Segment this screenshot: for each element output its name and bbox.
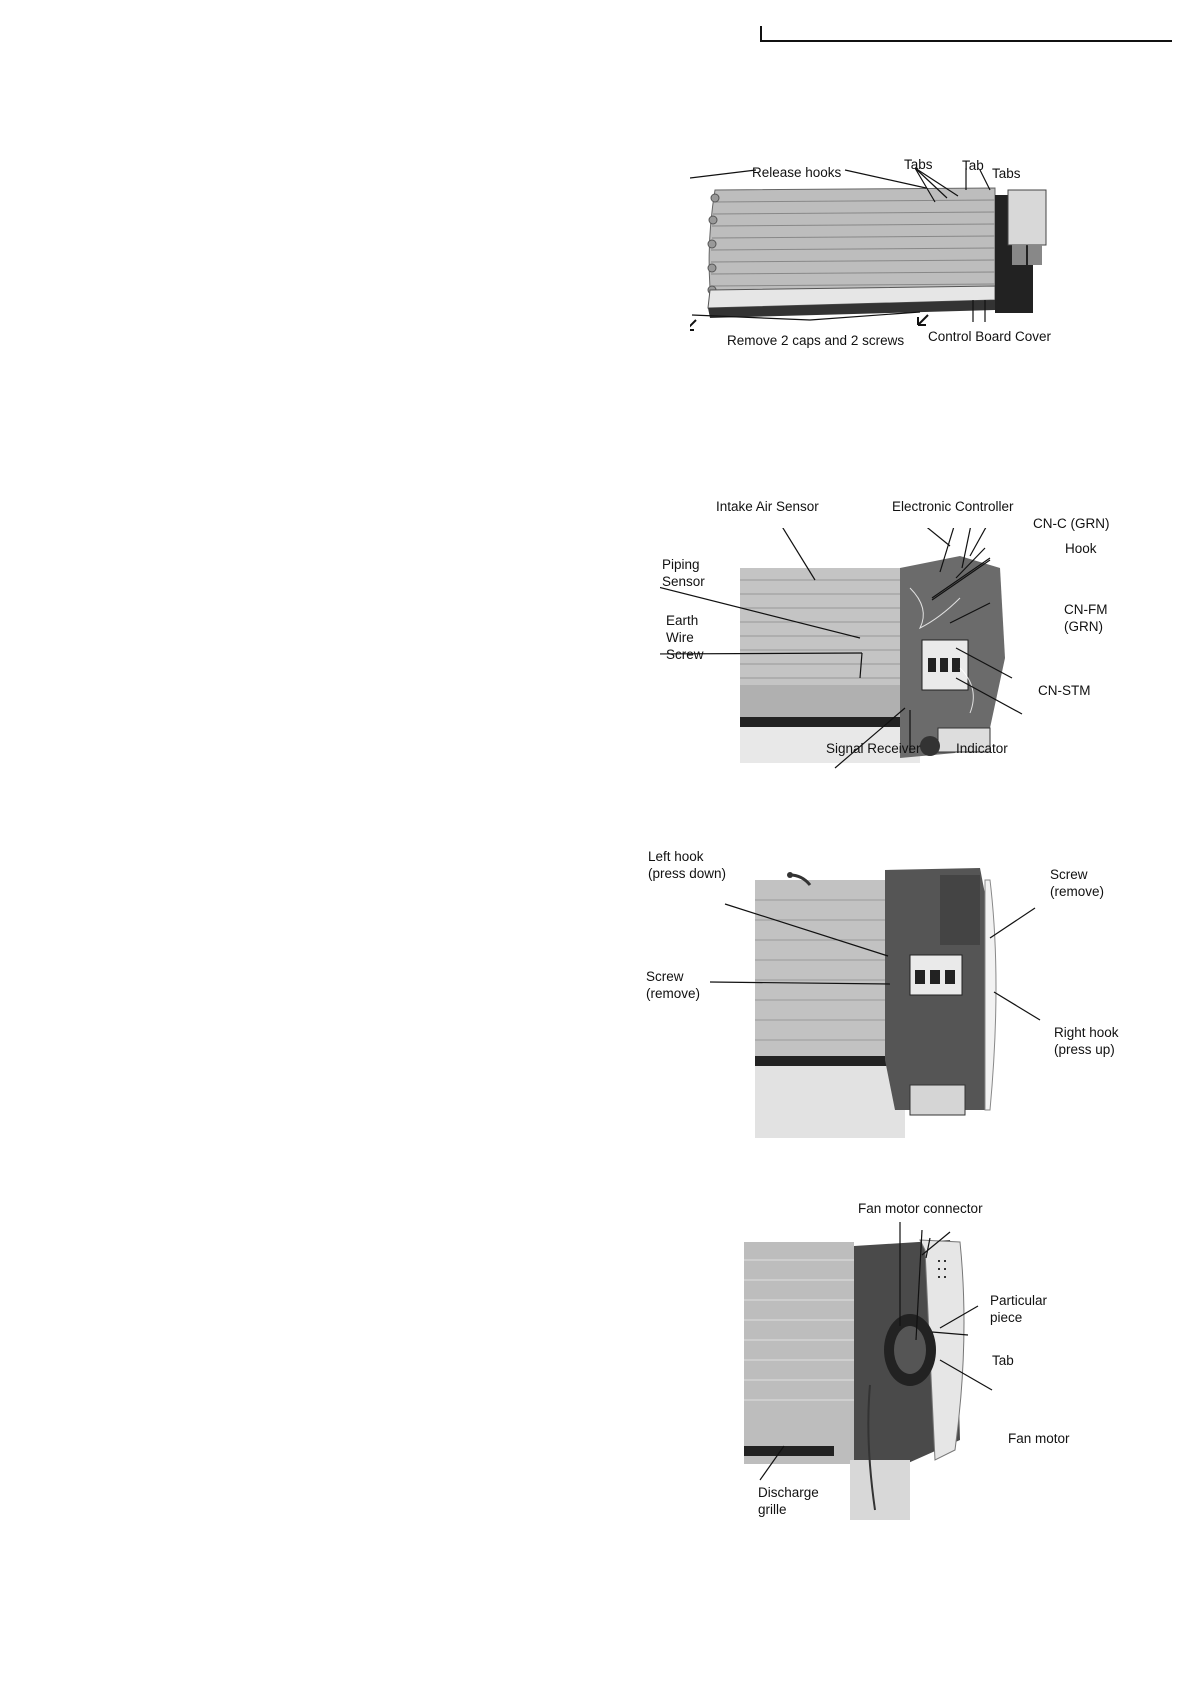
label-remove-caps-screws: Remove 2 caps and 2 screws — [727, 333, 905, 348]
figure-electronic-controller — [660, 499, 1130, 814]
header-rule-vertical — [760, 26, 762, 41]
label-cn-c: CN-C (GRN) — [1033, 516, 1110, 531]
label-tabs-right: Tabs — [992, 166, 1021, 181]
label-fan-motor: Fan motor — [1008, 1431, 1070, 1446]
figure-indoor-unit-overview — [690, 150, 1130, 360]
label-tab: Tab — [962, 158, 984, 173]
label-particular-piece: Particular piece — [990, 1293, 1048, 1325]
label-signal-receiver: Signal Receiver — [826, 741, 921, 756]
fan-motor-photo — [700, 1210, 1130, 1520]
label-intake-air-sensor: Intake Air Sensor — [716, 499, 819, 514]
label-screw-left: Screw (remove) — [646, 969, 701, 1001]
label-cn-stm: CN-STM — [1038, 683, 1091, 698]
controller-photo — [660, 528, 1130, 814]
label-right-hook: Right hook (press up) — [1054, 1025, 1119, 1057]
label-screw-right: Screw (remove) — [1050, 867, 1105, 899]
control-box-photo — [640, 860, 1130, 1145]
figure-control-box-removal — [640, 849, 1130, 1145]
label-tab: Tab — [992, 1353, 1014, 1368]
figure-fan-motor-removal — [700, 1201, 1130, 1520]
label-cn-fm: CN-FM (GRN) — [1064, 602, 1108, 634]
label-hook: Hook — [1065, 541, 1097, 556]
header-rule — [760, 40, 1172, 42]
indoor-unit-photo — [690, 150, 1130, 360]
label-discharge-grille: Discharge grille — [758, 1485, 819, 1517]
label-tabs-left: Tabs — [904, 157, 933, 172]
label-indicator: Indicator — [956, 741, 1008, 756]
label-control-board-cover: Control Board Cover — [928, 329, 1052, 344]
label-piping-sensor: Piping Sensor — [662, 557, 705, 589]
label-left-hook: Left hook (press down) — [648, 849, 727, 881]
label-electronic-controller: Electronic Controller — [892, 499, 1014, 514]
label-fan-motor-connector: Fan motor connector — [858, 1201, 983, 1216]
label-earth-wire-screw: Earth Wire Screw — [666, 613, 704, 662]
label-release-hooks: Release hooks — [752, 165, 842, 180]
